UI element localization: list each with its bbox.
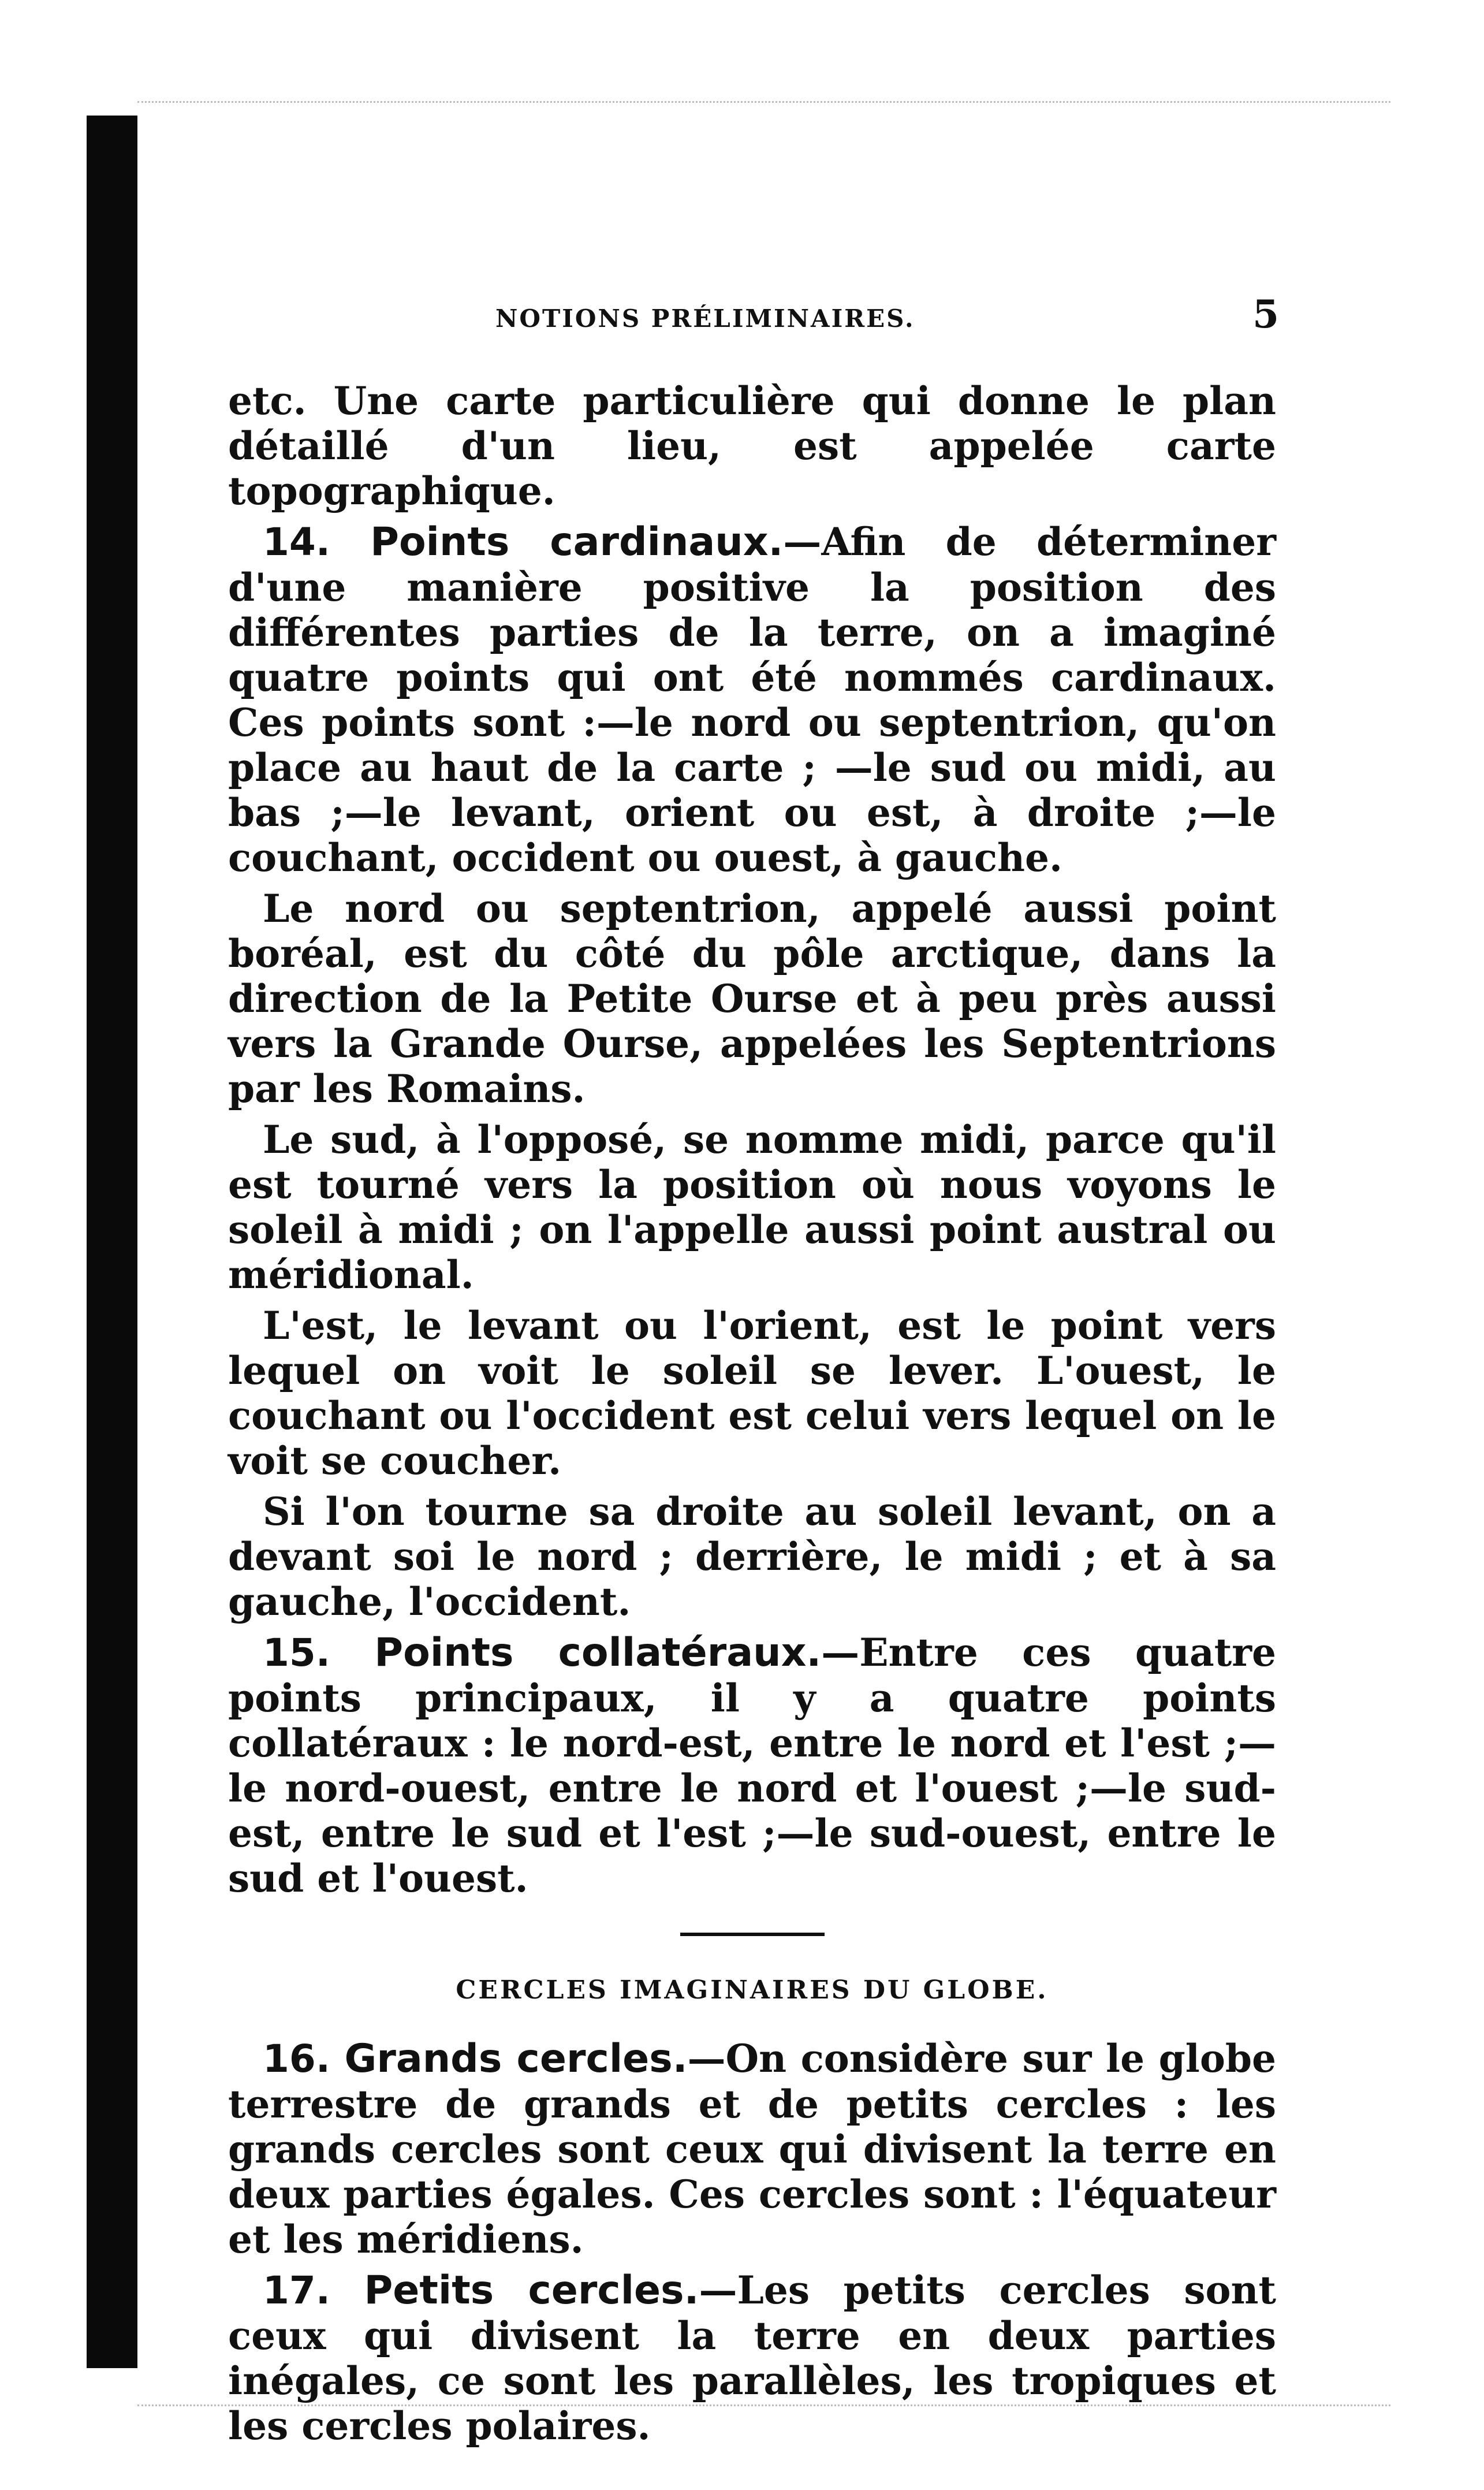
section-text: —Afin de déterminer d'une manière positive la position des différentes parties de la terre, on a imaginé quatre points qui ont été nommés cardinaux. Ces points sont :—le nord ou septentrion, qu'on place au haut de la carte ; —le sud ou midi, au bas ;—le levant, orient ou est, à droite ;—le couchant, occident ou ouest, à gauche.	[228, 519, 1276, 880]
page-header	[219, 292, 1279, 344]
page-body	[228, 378, 1276, 2454]
section-17	[228, 2268, 1276, 2448]
section-heading: CERCLES IMAGINAIRES DU GLOBE.	[456, 1975, 1049, 2005]
paragraph-nord: Le nord ou septentrion, appelé aussi point boréal, est du côté du pôle arctique, dans la direction de la Petite Ourse et à peu près aussi vers la Grande Ourse, appelées les Septentrions par les Romains.	[228, 886, 1276, 1111]
section-15	[228, 1630, 1276, 1901]
paragraph-sud: Le sud, à l'opposé, se nomme midi, parce qu'il est tourné vers la position où nous voyons le soleil à midi ; on l'appelle aussi point austral ou méridional.	[228, 1117, 1276, 1297]
section-title: Petits cercles.	[364, 2268, 699, 2313]
page-number: 5	[1252, 292, 1279, 337]
section-number: 16.	[263, 2037, 330, 2081]
paragraph-est: L'est, le levant ou l'orient, est le point vers lequel on voit le soleil se lever. L'ouest, le couchant ou l'occident est celui vers lequel on le voit se coucher.	[228, 1303, 1276, 1483]
paragraph-orientation: Si l'on tourne sa droite au soleil levant, on a devant soi le nord ; derrière, le midi ; et à sa gauche, l'occident.	[228, 1489, 1276, 1624]
section-divider	[680, 1933, 825, 1936]
section-number: 14.	[263, 520, 330, 564]
section-16	[228, 2036, 1276, 2262]
section-14	[228, 519, 1276, 880]
section-number: 15.	[263, 1631, 330, 1675]
section-text: —Les petits cercles sont ceux qui divisent la terre en deux parties inégales, ce sont les parallèles, les tropiques et les cercles polaires.	[228, 2268, 1276, 2448]
section-number: 17.	[263, 2268, 330, 2313]
section-text: —On considère sur le globe terrestre de grands et de petits cercles : les grands cercles sont ceux qui divisent la terre en deux parties égales. Ces cercles sont : l'équateur et les méridiens.	[228, 2036, 1277, 2262]
book-binding-shadow	[87, 116, 137, 2368]
section-title: Points cardinaux.	[370, 519, 784, 565]
section-title: Grands cercles.	[344, 2036, 688, 2082]
section-title: Points collatéraux.	[374, 1630, 822, 1676]
running-title: NOTIONS PRÉLIMINAIRES.	[495, 304, 915, 333]
section-text: —Entre ces quatre points principaux, il y a quatre points collatéraux : le nord-est, entre le nord et l'est ;—le nord-ouest, entre le nord et l'ouest ;—le sud-est, entre le sud et l'est ;—le sud-ouest, entre le sud et l'ouest.	[228, 1630, 1276, 1901]
paragraph-carte-topographique: etc. Une carte particulière qui donne le plan détaillé d'un lieu, est appelée carte topographique.	[228, 378, 1276, 513]
